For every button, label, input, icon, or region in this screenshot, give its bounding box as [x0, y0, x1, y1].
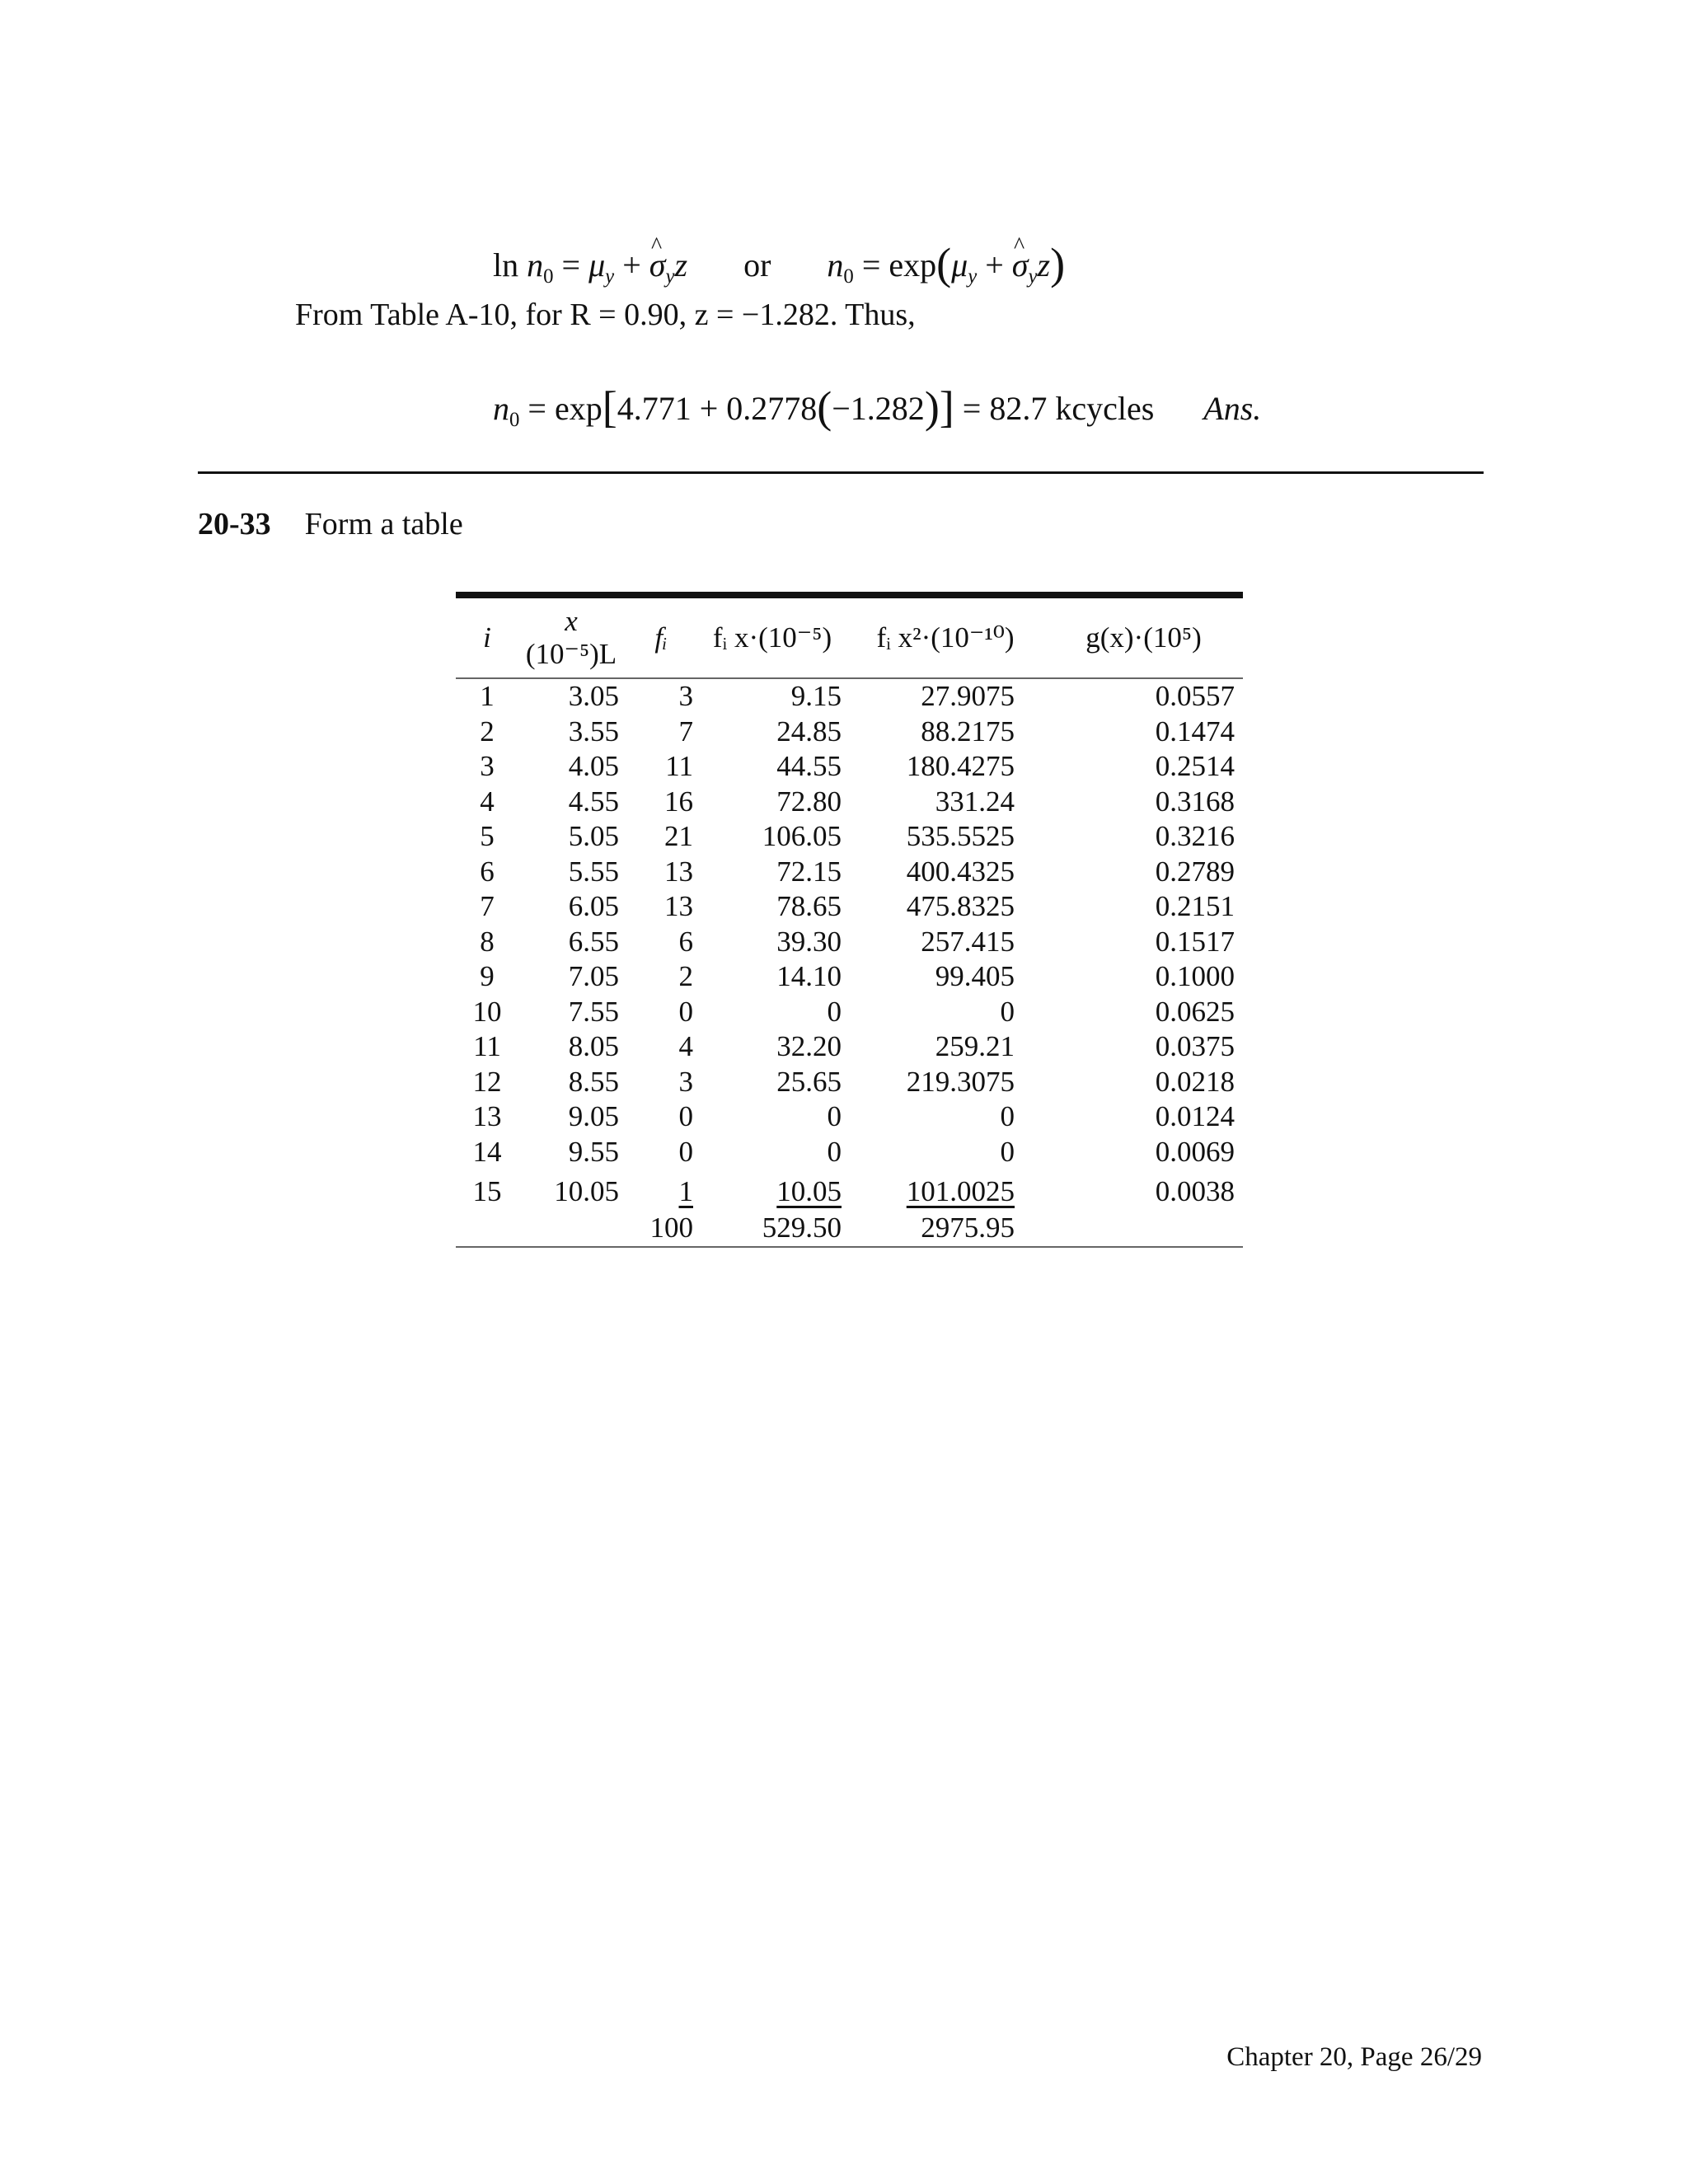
table-cell-fx: 14.10 — [776, 960, 842, 992]
table-cell-fx2: 475.8325 — [906, 890, 1015, 922]
table-cell-fx2: 219.3075 — [906, 1065, 1015, 1098]
table-cell-x: 3.55 — [568, 715, 619, 748]
table-cell-fx2: 400.4325 — [906, 855, 1015, 888]
problem-title: Form a table — [304, 507, 463, 541]
table-cell-g: 0.1000 — [1155, 960, 1235, 992]
header-x-top: x — [565, 605, 578, 637]
table-cell-fx2: 88.2175 — [921, 715, 1015, 748]
table-cell-f: 1 — [678, 1175, 693, 1207]
table-cell-g: 0.0124 — [1155, 1100, 1235, 1132]
table-cell-g: 0.3168 — [1155, 785, 1235, 818]
table-cell-f: 0 — [678, 995, 693, 1028]
table-cell-fx: 32.20 — [776, 1030, 842, 1062]
table-row — [456, 1099, 1243, 1135]
problem-number: 20-33 — [198, 507, 271, 541]
table-cell-fx: 10.05 — [776, 1175, 842, 1207]
table-cell-g: 0.2514 — [1155, 750, 1235, 782]
table-cell-fx: 0 — [827, 1100, 842, 1132]
table-cell-x: 9.55 — [568, 1135, 619, 1168]
table-cell-i: 13 — [472, 1100, 502, 1132]
table-cell-g: 0.0069 — [1155, 1135, 1235, 1168]
table-cell-g: 0.2789 — [1155, 855, 1235, 888]
table-cell-fx: 25.65 — [776, 1065, 842, 1098]
table-cell-i: 3 — [480, 750, 495, 782]
table-row — [456, 889, 1243, 925]
table-cell-g: 0.3216 — [1155, 820, 1235, 852]
table-cell-x: 6.05 — [568, 890, 619, 922]
table-cell-i: 1 — [480, 680, 495, 712]
table-cell-x: 6.55 — [568, 925, 619, 958]
table-cell-g: 0.0557 — [1155, 680, 1235, 712]
total-empty-cell — [518, 1210, 624, 1247]
table-row — [456, 1169, 1243, 1210]
table-cell-fx: 44.55 — [776, 750, 842, 782]
table-cell-f: 2 — [678, 960, 693, 992]
table-cell-g: 0.0375 — [1155, 1030, 1235, 1062]
table-cell-g: 0.2151 — [1155, 890, 1235, 922]
header-i: i — [456, 598, 518, 678]
table-cell-f: 6 — [678, 925, 693, 958]
page-footer: Chapter 20, Page 26/29 — [1226, 2042, 1482, 2072]
table-row — [456, 1029, 1243, 1065]
table-cell-f: 0 — [678, 1135, 693, 1168]
table-cell-i: 7 — [480, 890, 495, 922]
table-body — [456, 678, 1243, 1247]
table-cell-i: 15 — [472, 1175, 502, 1207]
table-row — [456, 715, 1243, 750]
table-cell-fx: 72.15 — [776, 855, 842, 888]
table-cell-x: 9.05 — [568, 1100, 619, 1132]
table-cell-f: 16 — [664, 785, 693, 818]
problem-heading — [198, 506, 463, 542]
table-cell-i: 11 — [473, 1030, 501, 1062]
header-fix2: fᵢ x²·(10⁻¹⁰) — [846, 598, 1044, 678]
table-cell-fx2: 535.5525 — [906, 820, 1015, 852]
table-cell-f: 3 — [678, 1065, 693, 1098]
table-cell-i: 10 — [472, 995, 502, 1028]
table-cell-g: 0.0625 — [1155, 995, 1235, 1028]
total-f: 100 — [624, 1210, 698, 1247]
table-cell-x: 8.05 — [568, 1030, 619, 1062]
table-cell-fx: 106.05 — [762, 820, 842, 852]
table-row — [456, 959, 1243, 995]
table-cell-f: 3 — [678, 680, 693, 712]
total-empty-cell — [1044, 1210, 1243, 1247]
table-row — [456, 995, 1243, 1030]
table-cell-f: 13 — [664, 855, 693, 888]
total-fx: 529.50 — [698, 1210, 846, 1247]
table-cell-fx2: 27.9075 — [921, 680, 1015, 712]
table-cell-fx: 39.30 — [776, 925, 842, 958]
equation-or-label: or — [743, 246, 771, 284]
table-cell-fx: 78.65 — [776, 890, 842, 922]
header-fi: fᵢ — [624, 598, 698, 678]
table-row — [456, 1135, 1243, 1170]
table-cell-fx2: 101.0025 — [906, 1175, 1015, 1207]
table-cell-f: 7 — [678, 715, 693, 748]
table-cell-fx: 72.80 — [776, 785, 842, 818]
table-cell-f: 21 — [664, 820, 693, 852]
table-cell-x: 4.05 — [568, 750, 619, 782]
table-reference-text: From Table A-10, for R = 0.90, z = −1.282. Thus, — [295, 298, 916, 332]
table-cell-i: 8 — [480, 925, 495, 958]
table-cell-g: 0.1517 — [1155, 925, 1235, 958]
table-cell-f: 13 — [664, 890, 693, 922]
table-cell-x: 3.05 — [568, 680, 619, 712]
table-cell-i: 12 — [472, 1065, 502, 1098]
table-cell-f: 0 — [678, 1100, 693, 1132]
table-cell-fx: 0 — [827, 995, 842, 1028]
table-cell-fx: 0 — [827, 1135, 842, 1168]
table-cell-g: 0.0218 — [1155, 1065, 1235, 1098]
table-cell-x: 7.05 — [568, 960, 619, 992]
total-empty-cell — [456, 1210, 518, 1247]
table-cell-x: 4.55 — [568, 785, 619, 818]
table-cell-i: 9 — [480, 960, 495, 992]
section-divider — [198, 471, 1484, 474]
equation-result: n0 = exp[4.771 + 0.2778(−1.282)] = 82.7 kcycles Ans. — [493, 382, 1262, 433]
table-row — [456, 819, 1243, 855]
table-cell-fx2: 99.405 — [935, 960, 1015, 992]
frequency-table — [456, 592, 1243, 1248]
table-cell-fx2: 0 — [1000, 1135, 1015, 1168]
table-cell-fx2: 0 — [1000, 995, 1015, 1028]
table-cell-fx2: 259.21 — [935, 1030, 1015, 1062]
table-cell-x: 10.05 — [554, 1175, 619, 1207]
table-cell-fx2: 0 — [1000, 1100, 1015, 1132]
table-row — [456, 925, 1243, 960]
table-row — [456, 678, 1243, 715]
table-cell-g: 0.1474 — [1155, 715, 1235, 748]
table-row — [456, 785, 1243, 820]
table-cell-fx2: 180.4275 — [906, 750, 1015, 782]
table-cell-fx: 9.15 — [790, 680, 842, 712]
table-cell-x: 8.55 — [568, 1065, 619, 1098]
header-fix: fᵢ x·(10⁻⁵) — [698, 598, 846, 678]
result-value: = 82.7 kcycles — [962, 390, 1155, 427]
total-fx2: 2975.95 — [846, 1210, 1044, 1247]
table-cell-i: 14 — [472, 1135, 502, 1168]
table-cell-fx2: 257.415 — [921, 925, 1015, 958]
table-cell-i: 6 — [480, 855, 495, 888]
table-row — [456, 1065, 1243, 1100]
table-cell-x: 5.55 — [568, 855, 619, 888]
table-cell-i: 2 — [480, 715, 495, 748]
table-cell-x: 7.55 — [568, 995, 619, 1028]
table-cell-x: 5.05 — [568, 820, 619, 852]
table-cell-g: 0.0038 — [1155, 1175, 1235, 1207]
table-cell-i: 5 — [480, 820, 495, 852]
table-cell-f: 11 — [665, 750, 693, 782]
header-x-bottom: (10⁻⁵)L — [525, 638, 617, 670]
table-row — [456, 855, 1243, 890]
totals-row — [456, 1210, 1243, 1247]
table-cell-i: 4 — [480, 785, 495, 818]
table-cell-fx2: 331.24 — [935, 785, 1015, 818]
table-row — [456, 749, 1243, 785]
answer-label: Ans. — [1203, 390, 1262, 427]
header-x — [518, 598, 624, 678]
table-cell-fx: 24.85 — [776, 715, 842, 748]
table-cell-f: 4 — [678, 1030, 693, 1062]
equation-lognormal: ln n0 = μy + ^ σyz or n0 = exp(μy + ^ σyz) — [493, 236, 1065, 287]
header-gx: g(x)·(10⁵) — [1044, 598, 1243, 678]
